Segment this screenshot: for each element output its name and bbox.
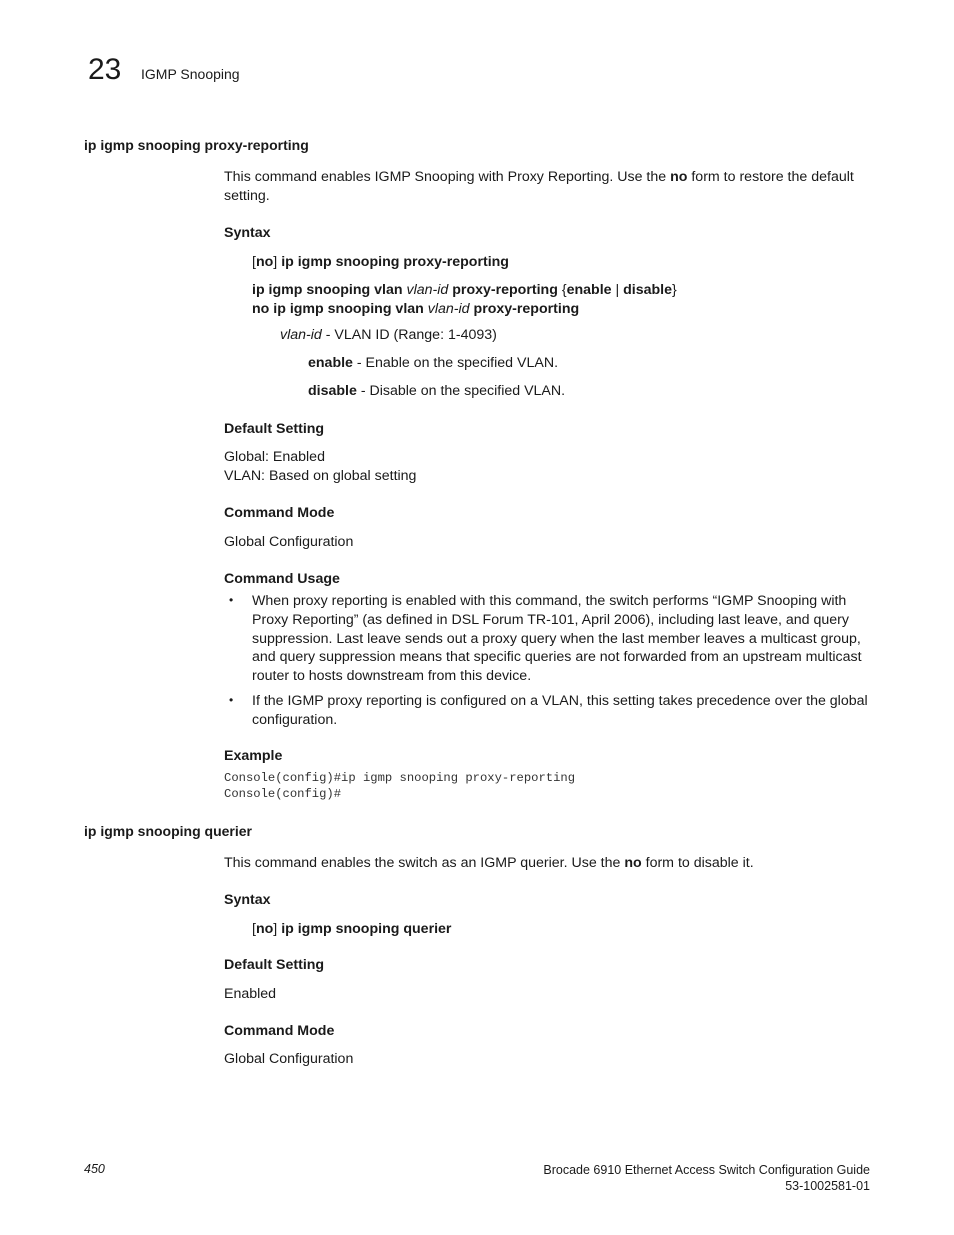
command-mode-heading: Command Mode xyxy=(224,1023,335,1039)
parameter-vlan-id: vlan-id - VLAN ID (Range: 1-4093) xyxy=(280,327,497,343)
doc-title: Brocade 6910 Ethernet Access Switch Configuration Guide xyxy=(543,1163,870,1177)
usage-item: When proxy reporting is enabled with this command, the switch performs “IGMP Snooping with Proxy Reporting” (as defined in DSL Forum TR-101, April 2006), including last leave, and query suppression. Last leave sends out a proxy query when the last member leaves a multicast group, and query suppression means that specific queries are not forwarded from an upstream multicast router to hosts downstream from this device. xyxy=(252,593,862,685)
syntax-heading: Syntax xyxy=(224,892,271,908)
default-setting-value: VLAN: Based on global setting xyxy=(224,468,417,484)
example-heading: Example xyxy=(224,748,283,764)
footer-doc-info xyxy=(543,1162,870,1194)
command-description: This command enables the switch as an IGMP querier. Use the no form to disable it. xyxy=(224,855,754,871)
syntax-heading: Syntax xyxy=(224,225,271,241)
code-line: Console(config)#ip igmp snooping proxy-reporting xyxy=(224,771,576,785)
default-setting-value: Enabled xyxy=(224,986,277,1002)
bullet-icon: • xyxy=(229,593,234,607)
command-heading-querier: ip igmp snooping querier xyxy=(84,823,252,839)
command-mode-value: Global Configuration xyxy=(224,534,354,550)
default-setting-heading: Default Setting xyxy=(224,957,325,973)
command-usage-heading: Command Usage xyxy=(224,571,340,587)
syntax-line: [no] ip igmp snooping proxy-reporting xyxy=(252,254,509,270)
bullet-icon: • xyxy=(229,693,234,707)
option-enable: enable - Enable on the specified VLAN. xyxy=(308,355,559,371)
doc-number: 53-1002581-01 xyxy=(785,1179,870,1193)
usage-item: If the IGMP proxy reporting is configured on a VLAN, this setting takes precedence over the global configuration. xyxy=(252,693,868,728)
default-setting-heading: Default Setting xyxy=(224,421,325,437)
command-mode-heading: Command Mode xyxy=(224,505,335,521)
command-description: This command enables IGMP Snooping with Proxy Reporting. Use the no form to restore the default setting. xyxy=(224,169,854,204)
command-heading-proxy-reporting: ip igmp snooping proxy-reporting xyxy=(84,137,309,153)
command-mode-value: Global Configuration xyxy=(224,1051,354,1067)
syntax-line: [no] ip igmp snooping querier xyxy=(252,921,452,937)
default-setting-value: Global: Enabled xyxy=(224,449,325,465)
chapter-title: IGMP Snooping xyxy=(141,66,240,82)
chapter-number: 23 xyxy=(88,53,122,86)
syntax-line: no ip igmp snooping vlan vlan-id proxy-reporting xyxy=(252,301,580,317)
page-number: 450 xyxy=(84,1162,105,1176)
option-disable: disable - Disable on the specified VLAN. xyxy=(308,383,566,399)
code-line: Console(config)# xyxy=(224,787,342,801)
syntax-line: ip igmp snooping vlan vlan-id proxy-reporting {enable | disable} xyxy=(252,282,677,298)
